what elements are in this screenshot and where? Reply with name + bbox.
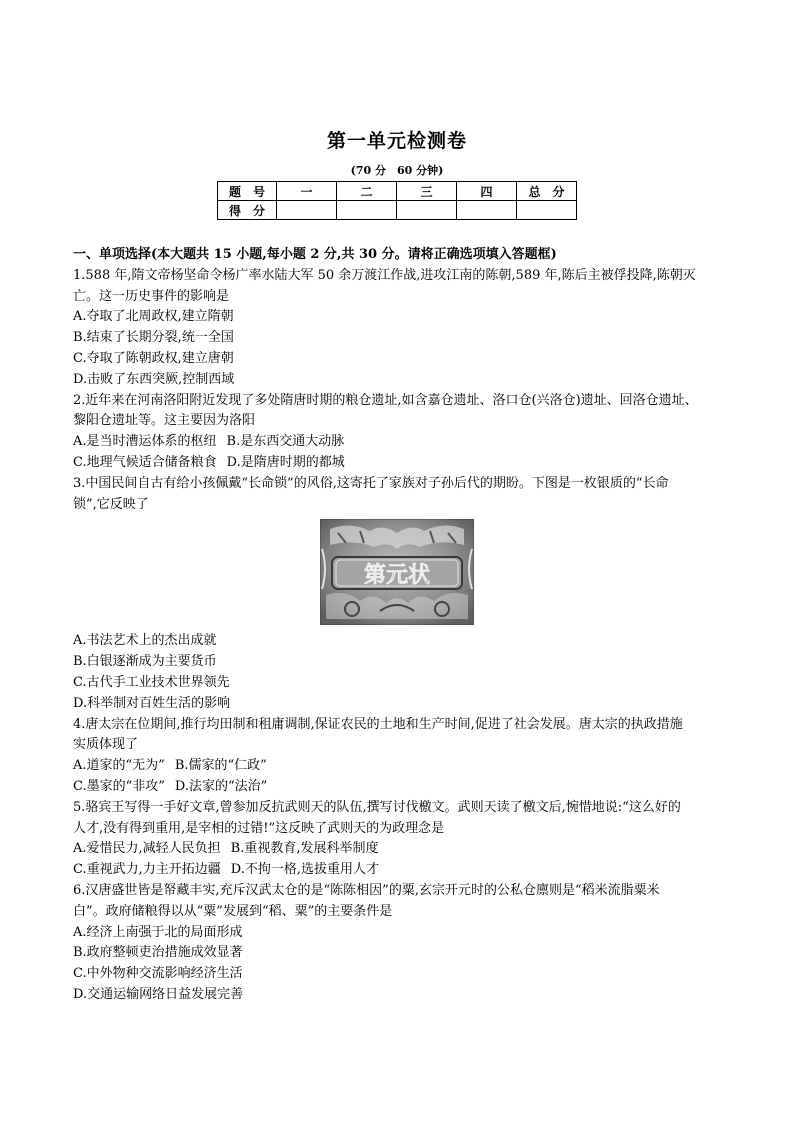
- option-b: B.儒家的“仁政”: [174, 758, 267, 774]
- score-cell-4: 四: [457, 182, 517, 201]
- section-heading: 一、单项选择(本大题共 15 小题,每小题 2 分,共 30 分。请将正确选项填入答题框): [73, 247, 557, 262]
- question-stem: 6.汉唐盛世皆是帑藏丰实,充斥汉武太仓的是“陈陈相因”的粟,玄宗开元时的公私仓廪则是“稻米流脂粟米: [73, 882, 660, 898]
- question-stem: 白”。政府储粮得以从“粟”发展到“稻、粟”的主要条件是: [73, 903, 393, 919]
- score-cell-3: 三: [397, 182, 457, 201]
- silver-longevity-lock-image: [320, 519, 474, 625]
- score-cell-total: 总 分: [517, 182, 577, 201]
- figure: [73, 515, 725, 631]
- option-row: [73, 756, 725, 777]
- option-c: C.古代手工业技术世界领先: [73, 674, 230, 690]
- question-stem: 实质体现了: [73, 737, 139, 753]
- option-c: C.地理气候适合储备粮食: [73, 454, 217, 470]
- option-c: C.墨家的“非攻”: [73, 778, 165, 794]
- question-stem: 黎阳仓遗址等。这主要因为洛阳: [73, 413, 256, 429]
- option-a: A.经济上南强于北的局面形成: [73, 924, 243, 940]
- score-cell-label: 得 分: [218, 201, 277, 220]
- option-d: D.法家的“法治”: [174, 778, 268, 794]
- lock-inscription: 第元状: [363, 562, 431, 589]
- option-b: B.政府整顿吏治措施成效显著: [73, 945, 243, 961]
- question-stem: 5.骆宾王写得一手好文章,曾参加反抗武则天的队伍,撰写讨伐檄文。武则天读了檄文后,惋惜地说:“这么好的: [73, 799, 681, 815]
- question-stem: 锁”,它反映了: [73, 496, 149, 512]
- option-a: A.道家的“无为”: [73, 758, 165, 774]
- option-d: D.交通运输网络日益发展完善: [73, 986, 244, 1002]
- question-stem: 亡。这一历史事件的影响是: [73, 288, 230, 304]
- score-input-2[interactable]: [337, 201, 397, 220]
- option-row: [73, 860, 725, 881]
- option-row: [73, 777, 725, 798]
- option-row: [73, 839, 725, 860]
- option-c: C.中外物种交流影响经济生活: [73, 966, 243, 982]
- option-a: A.爱惜民力,减轻人民负担: [73, 841, 221, 857]
- question-stem: 人才,没有得到重用,是宰相的过错!”这反映了武则天的为政理念是: [73, 820, 445, 836]
- score-table-row-score: [218, 201, 577, 220]
- score-cell-label: 题 号: [218, 182, 277, 201]
- page-title: 第一单元检测卷: [326, 130, 467, 152]
- option-d: D.科举制对百姓生活的影响: [73, 695, 231, 711]
- option-c: C.夺取了陈朝政权,建立唐朝: [73, 350, 234, 366]
- option-b: B.是东西交通大动脉: [226, 434, 345, 450]
- score-table-row-header: [218, 182, 577, 201]
- question-stem: 3.中国民间自古有给小孩佩戴“长命锁”的风俗,这寄托了家族对子孙后代的期盼。下图是一枚银质的“长命: [73, 475, 669, 491]
- option-b: B.重视教育,发展科举制度: [230, 841, 379, 857]
- score-cell-2: 二: [337, 182, 397, 201]
- option-d: D.是隋唐时期的都城: [226, 454, 345, 470]
- option-row: [73, 432, 725, 453]
- score-input-1[interactable]: [277, 201, 337, 220]
- page-subtitle: (70 分 60 分钟): [350, 164, 444, 177]
- score-input-total[interactable]: [517, 201, 577, 220]
- question-stem: 1.588 年,隋文帝杨坚命令杨广率水陆大军 50 余万渡江作战,进攻江南的陈朝,589 年,陈后主被俘投降,陈朝灭: [73, 267, 696, 283]
- question-stem: 4.唐太宗在位期间,推行均田制和租庸调制,保证农民的土地和生产时间,促进了社会发展。唐太宗的执政措施: [73, 716, 683, 732]
- option-a: A.书法艺术上的杰出成就: [73, 633, 217, 649]
- question-content: [73, 245, 725, 1006]
- score-table: [217, 181, 577, 220]
- option-d: D.不拘一格,选拔重用人才: [230, 862, 379, 878]
- option-b: B.结束了长期分裂,统一全国: [73, 330, 234, 346]
- option-a: A.是当时漕运体系的枢纽: [73, 434, 217, 450]
- option-d: D.击败了东西突厥,控制西域: [73, 371, 235, 387]
- question-stem: 2.近年来在河南洛阳附近发现了多处隋唐时期的粮仓遗址,如含嘉仓遗址、洛口仓(兴洛仓)遗址、回洛仓遗址、: [73, 392, 698, 408]
- score-input-3[interactable]: [397, 201, 457, 220]
- option-a: A.夺取了北周政权,建立隋朝: [73, 309, 234, 325]
- option-row: [73, 453, 725, 474]
- score-input-4[interactable]: [457, 201, 517, 220]
- score-cell-1: 一: [277, 182, 337, 201]
- option-c: C.重视武力,力主开拓边疆: [73, 862, 221, 878]
- option-b: B.白银逐渐成为主要货币: [73, 654, 217, 670]
